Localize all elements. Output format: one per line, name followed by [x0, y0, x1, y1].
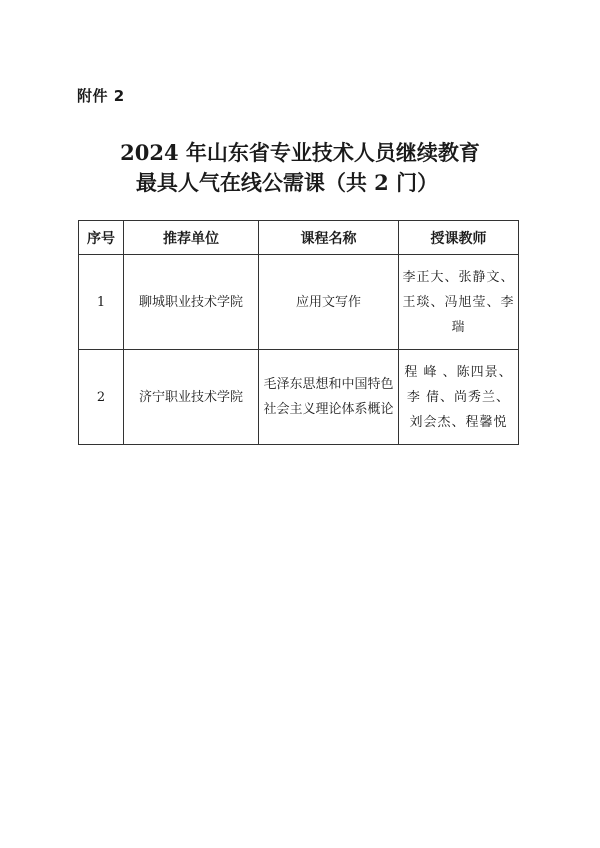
row-index: 1 — [79, 255, 124, 350]
header-unit: 推荐单位 — [124, 221, 259, 255]
row-unit: 聊城职业技术学院 — [124, 255, 259, 350]
row-index: 2 — [79, 350, 124, 445]
table-header-row — [79, 221, 519, 255]
table-row — [79, 350, 519, 445]
header-index: 序号 — [79, 221, 124, 255]
row-teachers: 程 峰 、陈四景、李 倩、尚秀兰、刘会杰、程馨悦 — [399, 350, 519, 445]
row-unit: 济宁职业技术学院 — [124, 350, 259, 445]
table-row — [79, 255, 519, 350]
row-teachers: 李正大、张静文、王琰、冯旭莹、李瑞 — [399, 255, 519, 350]
title-line-1: 2024 年山东省专业技术人员继续教育 — [120, 140, 480, 165]
attachment-label: 附件 2 — [77, 87, 125, 105]
title-line-2: 最具人气在线公需课（共 2 门） — [135, 170, 439, 195]
courses-table — [78, 220, 519, 445]
header-teachers: 授课教师 — [399, 221, 519, 255]
document-title — [0, 138, 600, 198]
row-course: 应用文写作 — [259, 255, 399, 350]
row-course: 毛泽东思想和中国特色社会主义理论体系概论 — [259, 350, 399, 445]
header-course: 课程名称 — [259, 221, 399, 255]
